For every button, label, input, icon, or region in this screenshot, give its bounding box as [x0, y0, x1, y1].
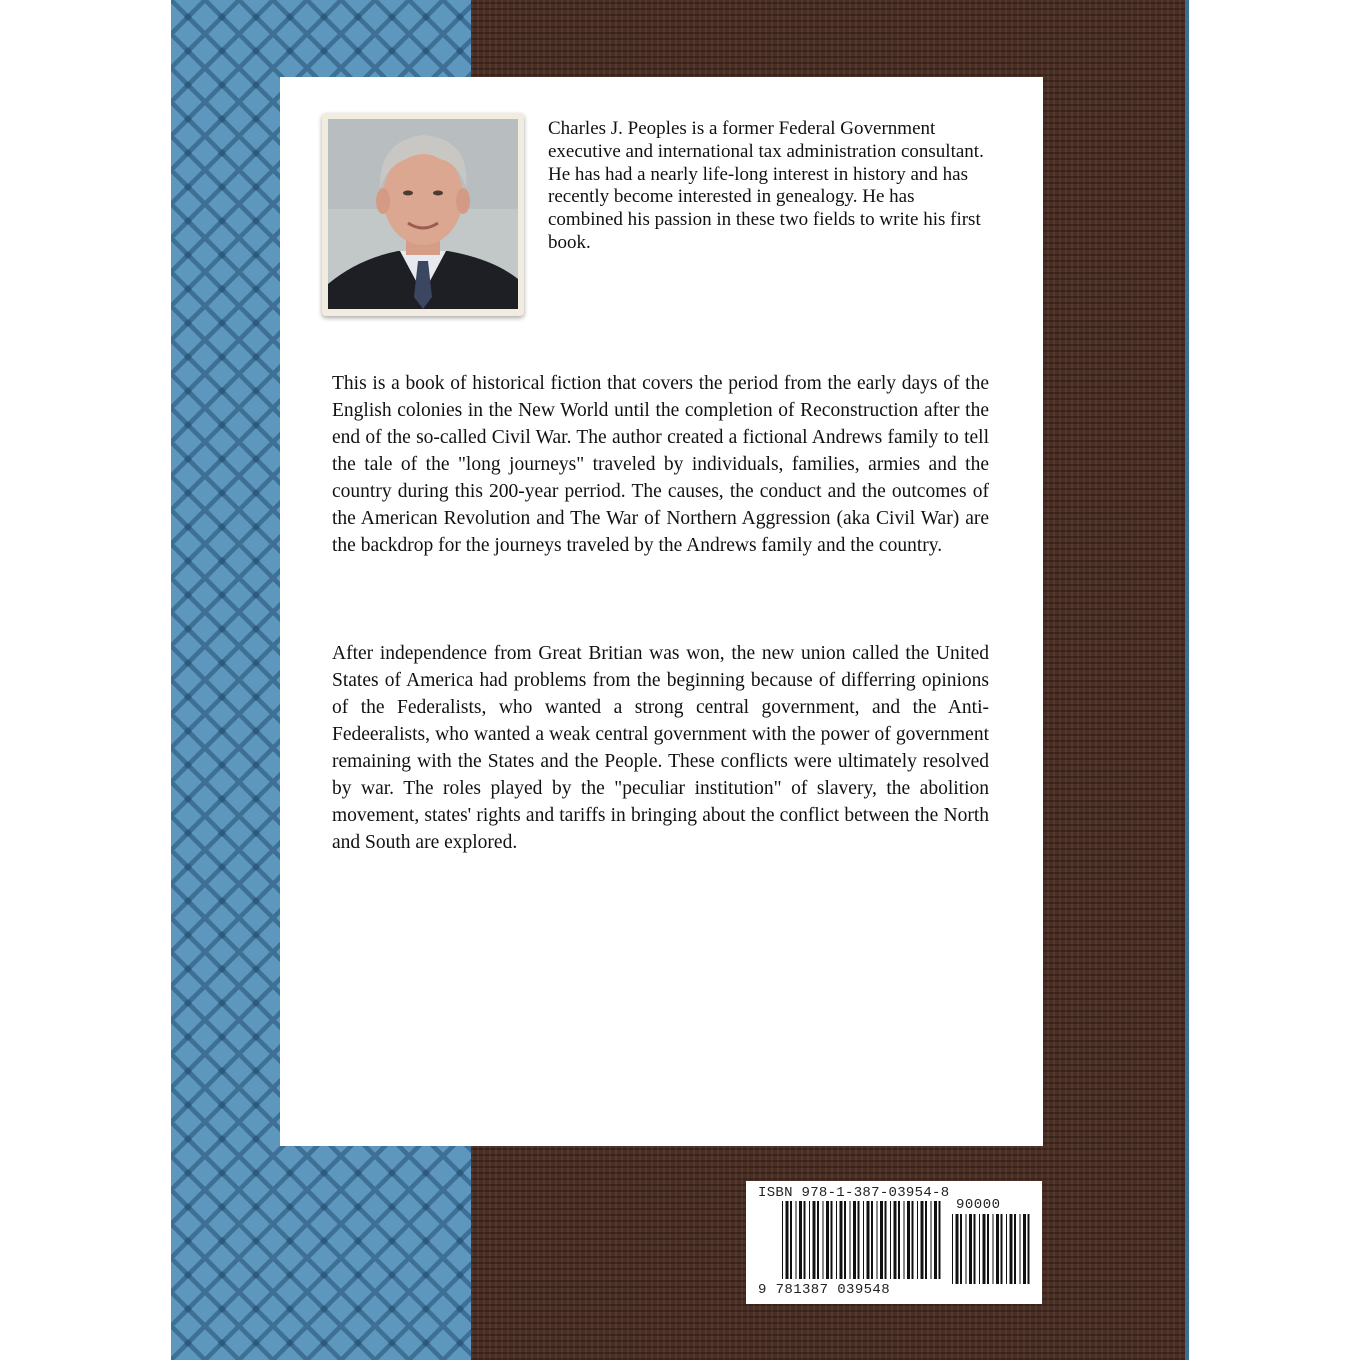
- barcode-bar: [1020, 1214, 1021, 1284]
- barcode-bar: [952, 1214, 953, 1284]
- barcode-bar: [996, 1214, 999, 1284]
- barcode-bar: [867, 1201, 870, 1279]
- barcode-bar: [786, 1201, 789, 1279]
- barcode-bar: [974, 1214, 976, 1284]
- barcode-bar: [890, 1201, 891, 1279]
- barcode-bar: [1028, 1214, 1030, 1284]
- barcode-bar: [939, 1201, 941, 1279]
- barcode-box: [746, 1181, 1042, 1304]
- barcode-bar: [799, 1201, 802, 1279]
- barcode-bar: [912, 1201, 914, 1279]
- barcode-bar: [1023, 1214, 1026, 1284]
- barcode-bar: [917, 1201, 918, 1279]
- barcode-bar: [782, 1201, 783, 1279]
- barcode-bar: [850, 1201, 851, 1279]
- barcode-bar: [1006, 1214, 1007, 1284]
- barcode-bar: [863, 1201, 864, 1279]
- barcode-bar: [809, 1201, 810, 1279]
- barcode-bar: [871, 1201, 873, 1279]
- barcode-bar: [966, 1214, 967, 1284]
- isbn-label: ISBN 978-1-387-03954-8: [758, 1185, 950, 1201]
- barcode-bar: [790, 1201, 792, 1279]
- barcode-bar: [956, 1214, 959, 1284]
- barcode-bar: [877, 1201, 878, 1279]
- barcode-bar: [796, 1201, 797, 1279]
- barcode-bar: [960, 1214, 962, 1284]
- barcode-bar: [898, 1201, 900, 1279]
- barcode-bar: [1014, 1214, 1016, 1284]
- barcode-bar: [934, 1201, 937, 1279]
- barcode-bar: [983, 1214, 986, 1284]
- barcode-bar: [853, 1201, 856, 1279]
- barcode-bar: [1010, 1214, 1013, 1284]
- barcode-bar: [904, 1201, 905, 1279]
- author-portrait-icon: [328, 119, 518, 309]
- barcode-bar: [993, 1214, 994, 1284]
- price-code: 90000: [956, 1197, 1001, 1213]
- barcode-bar: [979, 1214, 980, 1284]
- barcode-bar: [907, 1201, 910, 1279]
- description-paragraph-2: After independence from Great Britian was won, the new union called the United States of America had problems from the beginning because of differring opinions of the Federalists, who wanted a strong central government, and the Anti-Fedeeralists, who wanted a weak central government with the power of government remaining with the States and the People. These conflicts were ultimately resolved by war. The roles played by the "peculiar institution" of slavery, the abolition movement, states' rights and tariffs in bringing about the conflict between the North and South are explored.: [332, 643, 989, 853]
- barcode-bar: [844, 1201, 846, 1279]
- author-photo-frame: [322, 113, 524, 316]
- barcode-bar: [1001, 1214, 1003, 1284]
- barcode-bar: [817, 1201, 819, 1279]
- barcode-bar: [826, 1201, 829, 1279]
- barcode-bar: [823, 1201, 824, 1279]
- barcode-bar: [840, 1201, 843, 1279]
- cover-edge: [1185, 0, 1189, 1360]
- barcode-bar: [894, 1201, 897, 1279]
- barcode-bar: [813, 1201, 816, 1279]
- author-photo: [328, 119, 518, 309]
- ean-13-barcode-icon: [782, 1201, 942, 1279]
- barcode-bar: [836, 1201, 837, 1279]
- author-bio: Charles J. Peoples is a former Federal Government executive and international tax administration consultant. He has had a nearly life-long interest in history and has recently become interested in genealogy. He has combined his passion in these two fields to write his first book.: [548, 118, 984, 253]
- description-paragraph-1: This is a book of historical fiction that covers the period from the early days of the English colonies in the New World until the completion of Reconstruction after the end of the so-called Civil War. The author created a fictional Andrews family to tell the tale of the "long journeys" traveled by individuals, families, armies and the country during this 200-year perriod. The causes, the conduct and the outcomes of the American Revolution and The War of Northern Aggression (aka Civil War) are the backdrop for the journeys traveled by the Andrews family and the country.: [332, 373, 989, 556]
- barcode-bar: [925, 1201, 927, 1279]
- barcode-bar: [804, 1201, 806, 1279]
- barcode-bar: [858, 1201, 860, 1279]
- barcode-bar: [921, 1201, 924, 1279]
- barcode-bar: [931, 1201, 932, 1279]
- barcode-bar: [987, 1214, 989, 1284]
- barcode-bar: [880, 1201, 883, 1279]
- barcode-bar: [885, 1201, 887, 1279]
- barcode-bar: [969, 1214, 972, 1284]
- ean-digits: 9 781387 039548: [758, 1282, 891, 1298]
- barcode-bar: [831, 1201, 833, 1279]
- price-addon-barcode-icon: [952, 1214, 1030, 1284]
